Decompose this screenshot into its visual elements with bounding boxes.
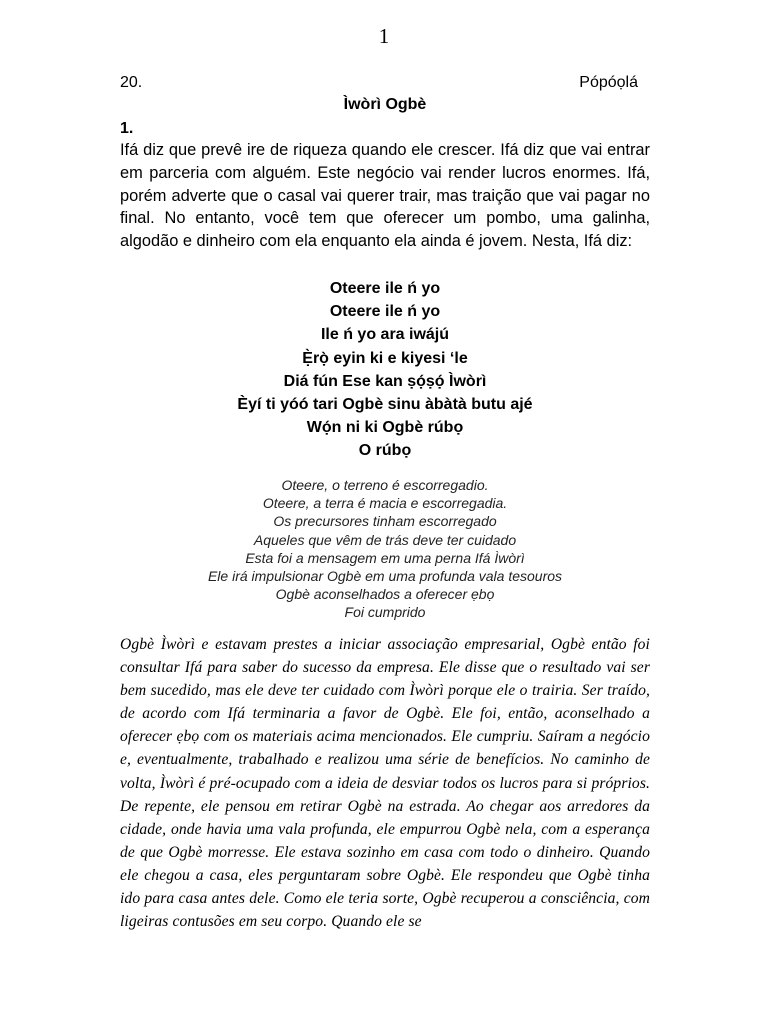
verse-line: Oteere ile ń yo bbox=[329, 280, 441, 297]
verse-line: Wọ́n ni ki Ogbè rúbọ bbox=[306, 419, 464, 437]
translation-line: Esta foi a mensagem em uma perna Ifá Ìwòrì bbox=[245, 549, 525, 566]
translation-line: Oteere, o terreno é escorregadio. bbox=[281, 477, 489, 493]
translation-line: Ogbè aconselhados a oferecer ẹbọ bbox=[275, 586, 495, 603]
chapter-number: 20. bbox=[120, 74, 143, 91]
verse-line: O rúbọ bbox=[358, 442, 412, 460]
translation-line: Oteere, a terra é macia e escorregadia. bbox=[262, 495, 508, 512]
verse-line: Ẹ̀rọ̀ eyin ki e kiyesi ‘le bbox=[302, 349, 468, 367]
verse-line: Diá fún Ese kan ṣọ́ṣọ́ Ìwòrì bbox=[283, 372, 487, 390]
page-number: 1 bbox=[378, 24, 390, 48]
intro-paragraph: Ifá diz que prevê ire de riqueza quando ele crescer. Ifá diz que vai entrar em parceria com alguém. Este negócio vai render lucros enormes. Ifá, porém adverte que o casal vai querer trair, mas traição que vai pagar no final. No entanto, você tem que oferecer um pombo, uma galinha, algodão e dinheiro com ela enquanto ela ainda é jovem. Nesta, Ifá diz: bbox=[120, 141, 650, 251]
story-paragraph: Ogbè Ìwòrì e estavam prestes a iniciar associação empresarial, Ogbè então foi consultar Ifá para saber do sucesso da empresa. Ele disse que o resultado vai ser bem sucedido, mas ele deve ter cuidado com Ìwòrì porque ele o trairia. Ser traído, de acordo com Ifá terminaria a favor de Ogbè. Ele foi, então, aconselhado a oferecer ẹbọ com os materiais acima mencionados. Ele cumpriu. Saíram a negócio e, eventualmente, trabalhado e realizou uma série de benefícios. No caminho de volta, Ìwòrì é pré-ocupado com a ideia de desviar todos os lucros para si próprios. De repente, ele pensou em retirar Ogbè na estrada. Ao chegar aos arredores da cidade, onde havia uma vala profunda, ele empurrou Ogbè nela, com a esperança de que Ogbè morresse. Ele estava sozinho em casa com todo o dinheiro. Quando ele chegou a casa, eles perguntaram sobre Ogbè. Ele respondeu que Ogbè tinha ido para casa antes dele. Como ele teria sorte, Ogbè recuperou a consciência, com ligeiras contusões em seu corpo. Quando ele se bbox=[120, 636, 650, 931]
odu-title: Ìwòrì Ogbè bbox=[343, 96, 427, 113]
translation-line: Os precursores tinham escorregado bbox=[273, 513, 497, 530]
verse-line: Èyí ti yóó tari Ogbè sinu àbàtà butu ajé bbox=[237, 396, 533, 414]
translation-line: Aqueles que vêm de trás deve ter cuidado bbox=[253, 531, 517, 548]
section-number: 1. bbox=[120, 120, 134, 137]
translation-line: Foi cumprido bbox=[344, 604, 426, 621]
verse-line: Ile ń yo ara iwájú bbox=[320, 326, 450, 344]
verse-line: Oteere ile ń yo bbox=[329, 303, 441, 321]
author-name: Pópóọlá bbox=[579, 74, 638, 91]
translation-line: Ele irá impulsionar Ogbè em uma profunda vala tesouros bbox=[207, 568, 563, 585]
header-row bbox=[120, 74, 650, 94]
translation-block bbox=[120, 476, 650, 622]
verse-block bbox=[120, 277, 650, 463]
